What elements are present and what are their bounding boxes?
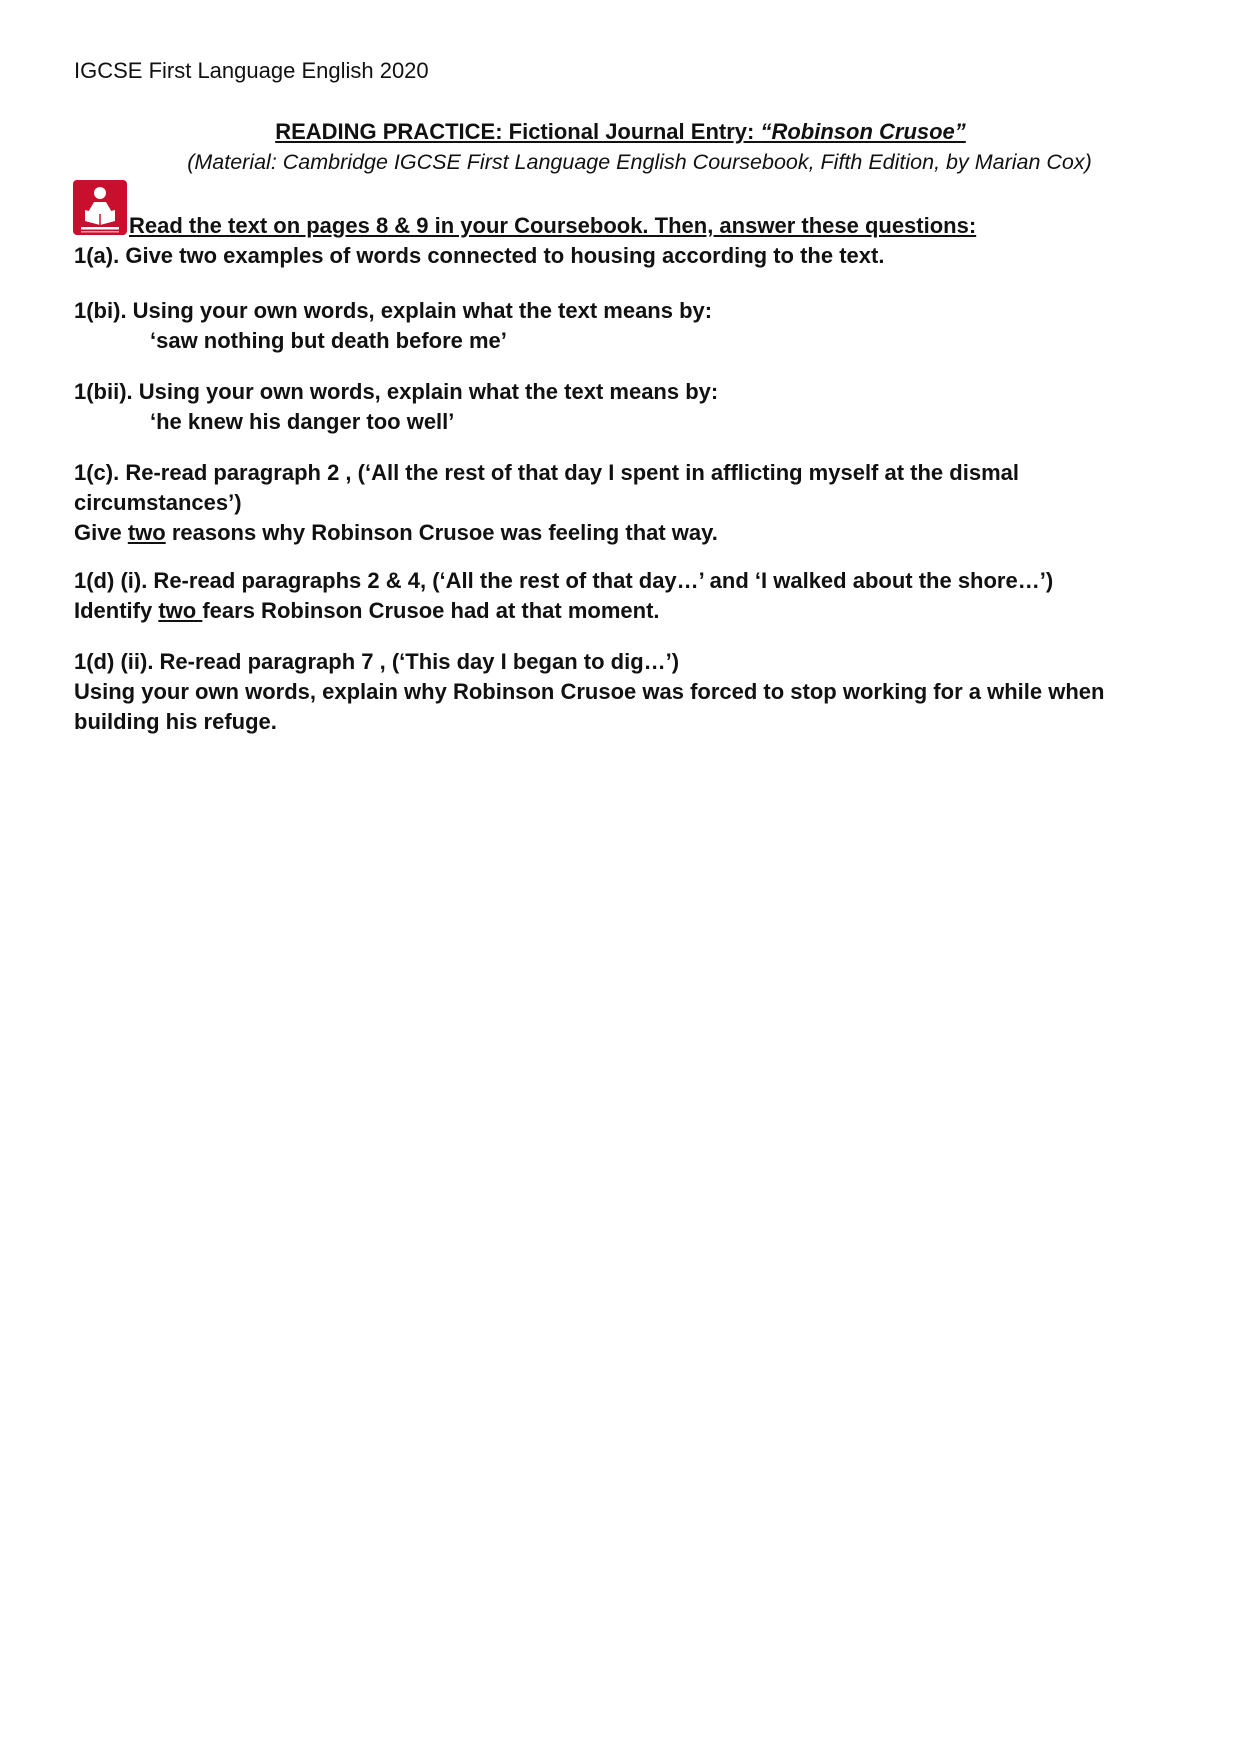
question-1bi-quote: ‘saw nothing but death before me’ — [150, 328, 507, 353]
instruction-text: Read the text on pages 8 & 9 in your Coursebook. Then, answer these questions: — [129, 213, 977, 238]
question-1di-line2-before: Identify — [74, 598, 159, 623]
question-1a — [74, 241, 1184, 271]
question-1di-line2-after: fears Robinson Crusoe had at that moment. — [202, 598, 660, 623]
question-1c-line1: 1(c). Re-read paragraph 2 , (‘All the rest of that day I spent in afflicting myself at the dismal — [74, 460, 1019, 485]
question-1c-line3-after: reasons why Robinson Crusoe was feeling that way. — [165, 520, 718, 545]
question-1di-line1: 1(d) (i). Re-read paragraphs 2 & 4, (‘All the rest of that day…’ and ‘I walked about the shore…’) — [74, 568, 1054, 593]
question-1bii-prompt: 1(bii). Using your own words, explain what the text means by: — [74, 379, 719, 404]
question-1c-emphasis: two — [127, 520, 166, 545]
question-1dii — [74, 647, 1184, 737]
reader-icon — [73, 180, 127, 235]
question-1bi — [74, 296, 1184, 356]
question-1di-emphasis: two — [158, 598, 203, 623]
question-1c — [74, 458, 1184, 548]
title-book-name: “Robinson Crusoe” — [760, 119, 966, 144]
question-1dii-line3: building his refuge. — [74, 709, 277, 734]
question-1dii-line2: Using your own words, explain why Robinson Crusoe was forced to stop working for a while when — [74, 679, 1105, 704]
question-1bii — [74, 377, 1184, 437]
question-1a-text: 1(a). Give two examples of words connected to housing according to the text. — [74, 243, 885, 268]
question-1dii-line1: 1(d) (ii). Re-read paragraph 7 , (‘This day I began to dig…’) — [74, 649, 680, 674]
question-1bi-prompt: 1(bi). Using your own words, explain what the text means by: — [74, 298, 713, 323]
title-prefix: READING PRACTICE: Fictional Journal Entry: — [275, 119, 761, 144]
question-1bii-quote: ‘he knew his danger too well’ — [150, 409, 455, 434]
material-subtitle: (Material: Cambridge IGCSE First Language English Coursebook, Fifth Edition, by Marian Cox) — [187, 150, 1092, 174]
question-1c-line3 — [74, 518, 1184, 548]
course-header: IGCSE First Language English 2020 — [74, 58, 429, 83]
question-1c-line2: circumstances’) — [74, 490, 242, 515]
question-1c-line3-before: Give — [74, 520, 128, 545]
worksheet-title — [0, 119, 1241, 145]
question-1di — [74, 566, 1184, 626]
instruction-row — [73, 180, 1173, 240]
question-1di-line2 — [74, 596, 1184, 626]
